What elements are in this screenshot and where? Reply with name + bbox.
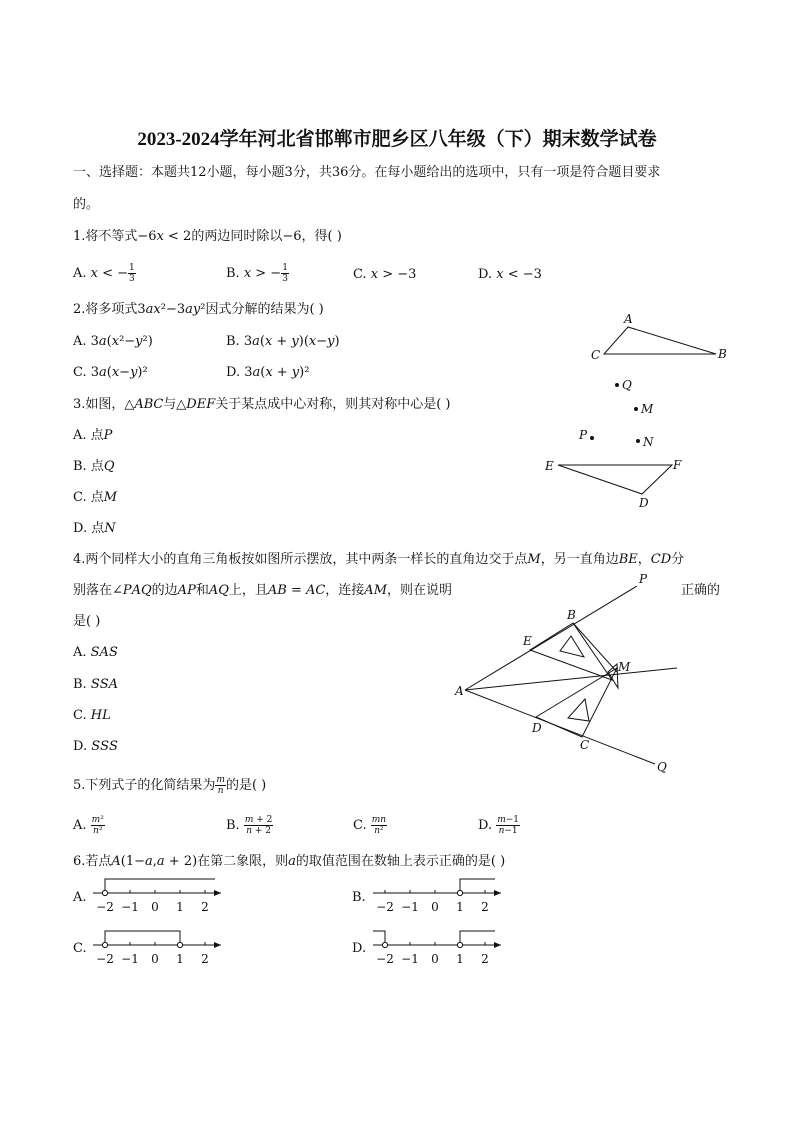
q4-stem-line2-end: 正确的	[681, 583, 721, 598]
q6-d-tick-label: −2	[376, 952, 394, 966]
q2-option-c[interactable]: C. 3𝑎(𝑥−𝑦)²	[73, 365, 148, 380]
label-c: C	[591, 348, 601, 362]
q6-b-tick-label: 2	[481, 900, 489, 914]
q1-stem: 1.将不等式−6𝑥 < 2的两边同时除以−6，得( )	[73, 229, 342, 244]
label-q: Q	[622, 378, 632, 392]
q4-option-c[interactable]: C. 𝐻𝐿	[73, 708, 111, 723]
q5-b-den: 𝑛 + 2	[246, 826, 271, 836]
q5-option-a-letter: A.	[73, 818, 87, 833]
q4-stem-line3: 是( )	[73, 614, 101, 629]
q6-d-open-point-right	[457, 942, 462, 947]
q5-a-num: 𝑚²	[91, 815, 104, 825]
label-a: A	[624, 312, 633, 326]
q4-option-b[interactable]: B. 𝑆𝑆𝐴	[73, 677, 119, 692]
q6-c-tick-label: 1	[176, 952, 184, 966]
q6-a-open-point	[102, 890, 107, 895]
q6-d-tick-label: 2	[481, 952, 489, 966]
label-f: F	[673, 458, 682, 472]
q4-label-p: P	[639, 572, 648, 586]
q6-c-range	[105, 931, 180, 945]
q6-a-tick-label: −1	[121, 900, 139, 914]
q6-a-tick-label: 2	[201, 900, 209, 914]
q5-a-den: 𝑛²	[93, 826, 103, 836]
q5-d-den: 𝑛−1	[498, 826, 518, 836]
q6-b-tick-label: −2	[376, 900, 394, 914]
q6-a-arrow	[214, 890, 221, 896]
q6-a-tick-label: −2	[96, 900, 114, 914]
q6-option-c[interactable]: C.	[73, 941, 87, 956]
q4-stem-line2: 别落在∠𝑃𝐴𝑄的边𝐴𝑃和𝐴𝑄上，且𝐴𝐵 = 𝐴𝐶，连接𝐴𝑀，则在说明	[73, 583, 452, 598]
q3-option-a[interactable]: A. 点𝑃	[73, 428, 113, 443]
q5-stem-pre: 5.下列式子的化简结果为	[73, 778, 216, 793]
q2-option-b[interactable]: B. 3𝑎(𝑥 + 𝑦)(𝑥−𝑦)	[226, 334, 340, 349]
q6-d-range-right	[460, 931, 495, 945]
q4-label-b: B	[567, 608, 576, 622]
q5-c-num: 𝑚𝑛	[371, 815, 387, 825]
q5-d-num: 𝑚−1	[497, 815, 520, 825]
q1-option-c[interactable]: C. 𝑥 > −3	[353, 267, 417, 282]
q4-label-q: Q	[657, 760, 667, 774]
q6-c-tick-label: 2	[201, 952, 209, 966]
page-title: 2023-2024学年河北省邯郸市肥乡区八年级（下）期末数学试卷	[137, 129, 657, 150]
q6-a-tick-label: 1	[176, 900, 184, 914]
q4-stem-line1: 4.两个同样大小的直角三角板按如图所示摆放，其中两条一样长的直角边交于点𝑀，另一直角边𝐵𝐸，𝐶𝐷分	[73, 552, 685, 567]
q3-stem: 3.如图，△𝐴𝐵𝐶与△𝐷𝐸𝐹关于某点成中心对称，则其对称中心是( )	[73, 397, 451, 412]
q5-option-d-letter: D.	[478, 818, 493, 833]
q5-stem-den: 𝑛	[217, 786, 224, 796]
q3-option-c[interactable]: C. 点𝑀	[73, 490, 118, 505]
q6-option-b[interactable]: B.	[352, 890, 366, 905]
q2-option-d[interactable]: D. 3𝑎(𝑥 + 𝑦)²	[226, 365, 310, 380]
q1-b-num: 1	[282, 263, 288, 273]
q6-c-open-point-left	[102, 942, 107, 947]
q6-option-a[interactable]: A.	[73, 890, 87, 905]
label-n: N	[643, 435, 654, 449]
q1-option-d[interactable]: D. 𝑥 < −3	[478, 267, 542, 282]
q1-a-num: 1	[129, 263, 135, 273]
q6-a-tick-label: 0	[151, 900, 159, 914]
q4-label-e: E	[523, 634, 532, 648]
q6-option-d[interactable]: D.	[352, 941, 367, 956]
q4-label-m: M	[618, 660, 631, 674]
q5-stem-num: 𝑚	[216, 775, 225, 785]
label-p: P	[579, 428, 588, 442]
q1-option-a-text: A. 𝑥 < −	[73, 266, 129, 281]
label-m: M	[641, 402, 654, 416]
q6-d-tick-label: −1	[401, 952, 419, 966]
label-e: E	[545, 459, 554, 473]
q6-b-arrow	[494, 890, 501, 896]
q6-c-open-point-right	[177, 942, 182, 947]
q4-label-c: C	[580, 738, 590, 752]
q6-d-arrow	[494, 942, 501, 948]
q6-b-range	[460, 879, 495, 893]
q4-option-d[interactable]: D. 𝑆𝑆𝑆	[73, 739, 118, 754]
q4-label-a: A	[455, 684, 464, 698]
label-d: D	[639, 496, 649, 510]
q4-option-a[interactable]: A. 𝑆𝐴𝑆	[73, 645, 118, 660]
q6-d-tick-label: 0	[431, 952, 439, 966]
q6-c-tick-label: 0	[151, 952, 159, 966]
q6-b-tick-label: 1	[456, 900, 464, 914]
q2-option-a[interactable]: A. 3𝑎(𝑥²−𝑦²)	[73, 334, 153, 349]
q6-d-open-point-left	[382, 942, 387, 947]
q5-c-den: 𝑛²	[374, 826, 384, 836]
q5-b-num: 𝑚 + 2	[244, 815, 273, 825]
q4-label-d: D	[532, 721, 542, 735]
label-b: B	[718, 347, 727, 361]
q5-option-c-letter: C.	[353, 818, 367, 833]
q1-a-den: 3	[129, 274, 135, 284]
q1-b-den: 3	[282, 274, 288, 284]
q6-stem: 6.若点𝐴(1−𝑎,𝑎 + 2)在第二象限，则𝑎的取值范围在数轴上表示正确的是( )	[73, 854, 506, 869]
q3-option-b[interactable]: B. 点𝑄	[73, 459, 115, 474]
q6-b-tick-label: 0	[431, 900, 439, 914]
q2-stem: 2.将多项式3𝑎𝑥²−3𝑎𝑦²因式分解的结果为( )	[73, 302, 324, 317]
q6-b-tick-label: −1	[401, 900, 419, 914]
q6-c-arrow	[214, 942, 221, 948]
section-instructions-line1: 一、选择题：本题共12小题，每小题3分，共36分。在每小题给出的选项中，只有一项是符合题目要求	[73, 165, 661, 180]
q6-c-tick-label: −2	[96, 952, 114, 966]
q6-c-tick-label: −1	[121, 952, 139, 966]
q6-d-tick-label: 1	[456, 952, 464, 966]
q1-option-b-text: B. 𝑥 > −	[226, 266, 282, 281]
q6-a-range	[105, 879, 215, 893]
q5-option-b-letter: B.	[226, 818, 240, 833]
section-instructions-line2: 的。	[73, 197, 100, 212]
q6-b-open-point	[457, 890, 462, 895]
q3-option-d[interactable]: D. 点𝑁	[73, 521, 116, 536]
q5-stem-post: 的是( )	[225, 778, 267, 793]
